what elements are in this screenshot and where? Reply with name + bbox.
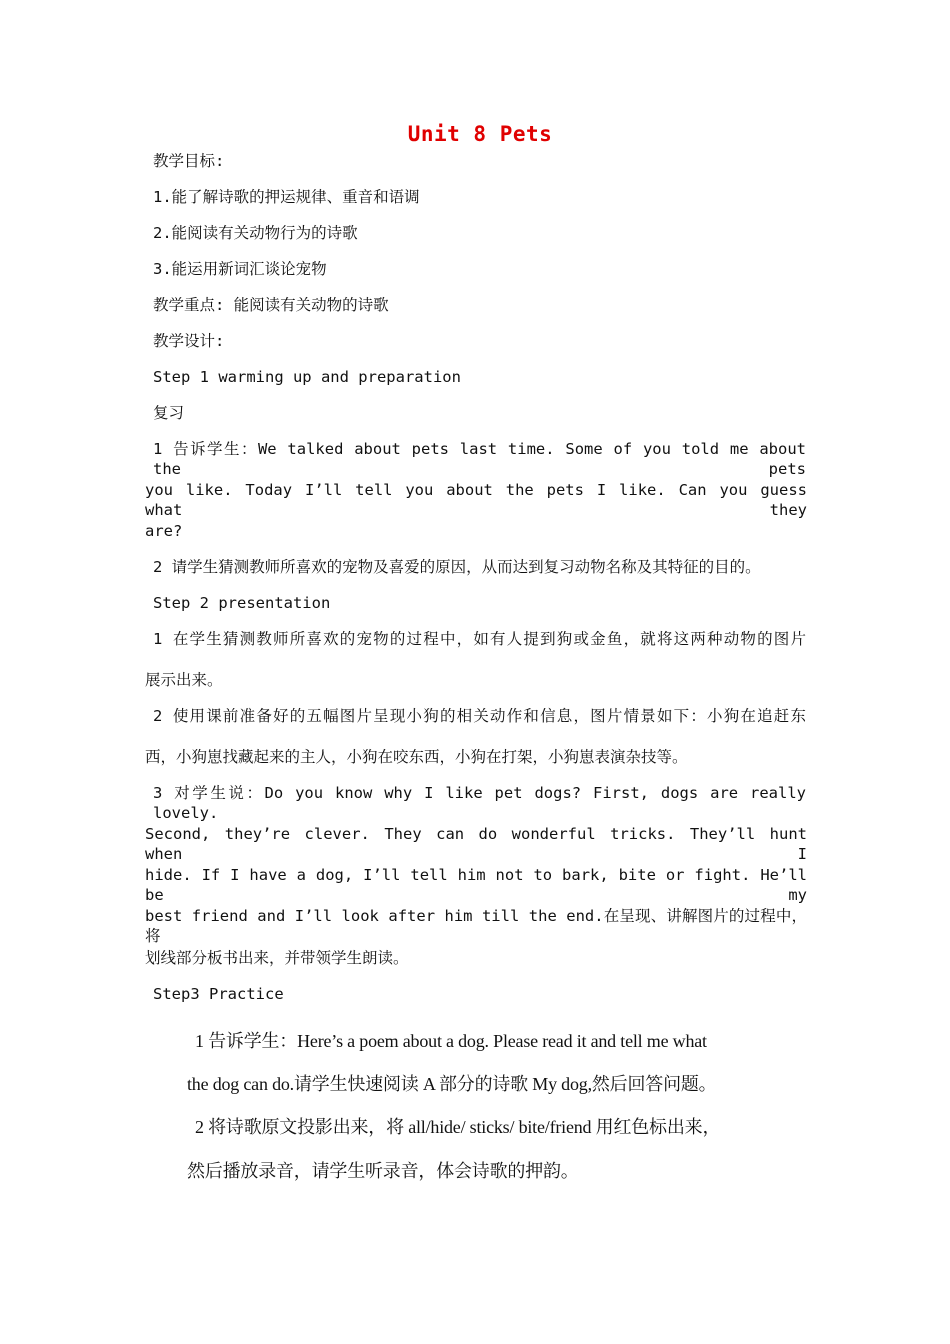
- paragraph-line: 2 将诗歌原文投影出来，将 all/hide/ sticks/ bite/friend 用红色标出来，: [195, 1117, 721, 1137]
- paragraph-line: hide. If I have a dog, I’ll tell him not to bark, bite or fight. He’ll be my: [145, 866, 807, 904]
- paragraph-line: are?: [145, 522, 183, 540]
- key-point: 教学重点: 能阅读有关动物的诗歌: [153, 296, 389, 314]
- step2-heading: Step 2 presentation: [153, 594, 331, 612]
- paragraph-line: 2 使用课前准备好的五幅图片呈现小狗的相关动作和信息，图片情景如下：小狗在追赶东: [153, 707, 806, 725]
- paragraph-line: 1 告诉学生：Here’s a poem about a dog. Please read it and tell me what: [195, 1031, 707, 1051]
- paragraph-line: best friend and I’ll look after him till the end.在呈现、讲解图片的过程中，将: [145, 907, 807, 945]
- paragraph-line: 1 在学生猜测教师所喜欢的宠物的过程中，如有人提到狗或金鱼，就将这两种动物的图片: [153, 630, 806, 648]
- step1-heading: Step 1 warming up and preparation: [153, 368, 461, 386]
- objective-item: 1.能了解诗歌的押运规律、重音和语调: [153, 188, 420, 206]
- paragraph-line: 西，小狗崽找藏起来的主人，小狗在咬东西，小狗在打架，小狗崽表演杂技等。: [145, 748, 688, 766]
- paragraph-line: the dog can do.请学生快速阅读 A 部分的诗歌 My dog,然后回答问题。: [187, 1074, 717, 1094]
- review-heading: 复习: [153, 404, 185, 422]
- step3-heading: Step3 Practice: [153, 985, 284, 1003]
- paragraph-line: 3 对学生说：Do you know why I like pet dogs? First, dogs are really lovely.: [153, 784, 806, 822]
- paragraph-line: 展示出来。: [145, 671, 223, 689]
- paragraph-line: Second, they’re clever. They can do wonderful tricks. They’ll hunt when I: [145, 825, 807, 863]
- design-heading: 教学设计:: [153, 332, 225, 350]
- objectives-heading: 教学目标:: [153, 152, 225, 170]
- paragraph-line: 划线部分板书出来，并带领学生朗读。: [145, 949, 409, 967]
- document-title: Unit 8 Pets: [407, 122, 553, 146]
- paragraph-line: 然后播放录音，请学生听录音，体会诗歌的押韵。: [187, 1161, 579, 1181]
- paragraph-line: you like. Today I’ll tell you about the pets I like. Can you guess what they: [145, 481, 807, 519]
- paragraph-line: 2 请学生猜测教师所喜欢的宠物及喜爱的原因，从而达到复习动物名称及其特征的目的。: [153, 558, 761, 576]
- objective-item: 3.能运用新词汇谈论宠物: [153, 260, 327, 278]
- objective-item: 2.能阅读有关动物行为的诗歌: [153, 224, 358, 242]
- paragraph-line: 1 告诉学生：We talked about pets last time. Some of you told me about the pets: [153, 440, 806, 478]
